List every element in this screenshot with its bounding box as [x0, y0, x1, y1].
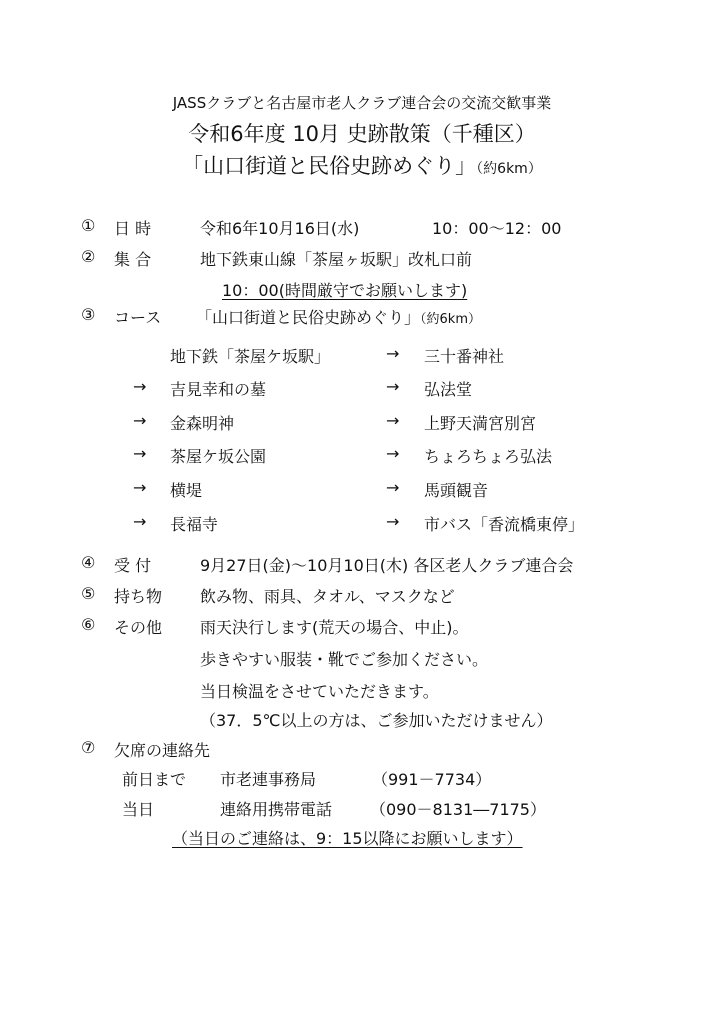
route-stop: 地下鉄「茶屋ケ坂駅」 — [170, 347, 331, 366]
item-belongings-number: ⑤ — [81, 584, 96, 603]
item-other-line: 歩きやすい服装・靴でご参加ください。 — [200, 650, 489, 669]
item-belongings-value: 飲み物、雨具、タオル、マスクなど — [200, 587, 455, 606]
contact-before — [0, 767, 724, 789]
item-other-line: 雨天決行します(荒天の場合、中止)。 — [200, 618, 469, 637]
contact-note: （当日のご連絡は、9：15以降にお願いします） — [172, 829, 523, 848]
item-course — [0, 305, 724, 327]
item-meet-label: 集 合 — [114, 250, 152, 269]
route-stop: 上野天満宮別宮 — [424, 414, 537, 433]
item-contact-number: ⑦ — [81, 738, 96, 757]
item-course-value — [196, 305, 481, 328]
item-reception-number: ④ — [81, 553, 96, 572]
route-stop: 金森明神 — [170, 414, 235, 433]
route-arrow: → — [133, 377, 147, 396]
route-stop: 馬頭観音 — [424, 481, 489, 500]
route-stop: 茶屋ケ坂公園 — [170, 447, 267, 466]
contact-before-label: 前日まで — [122, 770, 187, 789]
route-arrow: → — [133, 512, 147, 531]
route-stop: 市バス「香流橋東停」 — [424, 515, 585, 534]
item-other — [0, 615, 724, 637]
item-meet-value: 地下鉄東山線「茶屋ヶ坂駅」改札口前 — [200, 250, 473, 269]
route-stop: 横堤 — [170, 481, 203, 500]
route-stop: 長福寺 — [170, 515, 219, 534]
item-belongings — [0, 584, 724, 606]
item-meet-note: 10：00(時間厳守でお願いします) — [222, 281, 468, 300]
route-stop: 吉見幸和の墓 — [170, 380, 267, 399]
item-reception-value: 9月27日(金)～10月10日(木) 各区老人クラブ連合会 — [200, 556, 574, 575]
item-belongings-label: 持ち物 — [114, 587, 163, 606]
item-date-number: ① — [81, 216, 96, 235]
item-reception-label: 受 付 — [114, 556, 152, 575]
route-arrow: → — [386, 344, 400, 363]
item-course-number: ③ — [81, 305, 96, 324]
item-other-label: その他 — [114, 618, 163, 637]
item-reception — [0, 553, 724, 575]
route-arrow: → — [386, 444, 400, 463]
page-title: 令和6年度 10月 史跡散策（千種区） — [188, 122, 536, 146]
item-date-value: 令和6年10月16日(水) — [200, 219, 360, 238]
contact-day — [0, 797, 724, 819]
route-arrow: → — [133, 478, 147, 497]
contact-before-phone: （991－7734） — [372, 770, 492, 789]
contact-before-org: 市老連事務局 — [220, 770, 317, 789]
route-arrow: → — [386, 411, 400, 430]
route-stop: 三十番神社 — [424, 347, 505, 366]
route-arrow: → — [386, 377, 400, 396]
title-distance-note: （約6km） — [476, 161, 542, 177]
route-arrow: → — [133, 444, 147, 463]
item-meet-number: ② — [81, 247, 96, 266]
contact-day-phone: （090－8131―7175） — [370, 800, 546, 819]
route-arrow: → — [386, 478, 400, 497]
page-title-line2 — [0, 150, 724, 180]
item-other-line: 当日検温をさせていただきます。 — [200, 682, 439, 701]
item-date — [0, 216, 724, 238]
contact-day-org: 連絡用携帯電話 — [220, 800, 333, 819]
title-course-name: 「山口街道と民俗史跡めぐり」 — [182, 154, 477, 178]
item-date-label: 日 時 — [114, 219, 152, 238]
item-course-label: コース — [114, 308, 162, 327]
item-contact — [0, 738, 724, 760]
item-other-number: ⑥ — [81, 615, 96, 634]
route-arrow: → — [133, 411, 147, 430]
item-other-line: （37．5℃以上の方は、ご参加いただけません） — [200, 711, 553, 730]
route-stop: ちょろちょろ弘法 — [424, 447, 553, 466]
item-contact-label: 欠席の連絡先 — [114, 741, 211, 760]
item-course-name: 「山口街道と民俗史跡めぐり」 — [196, 308, 421, 327]
contact-day-label: 当日 — [122, 800, 155, 819]
subtitle: JASSクラブと名古屋市老人クラブ連合会の交流交歓事業 — [172, 94, 552, 112]
route-stop: 弘法堂 — [424, 380, 473, 399]
item-meet — [0, 247, 724, 269]
item-course-distance: （約6km） — [420, 312, 481, 327]
item-date-time: 10：00～12：00 — [432, 219, 562, 238]
route-arrow: → — [386, 512, 400, 531]
